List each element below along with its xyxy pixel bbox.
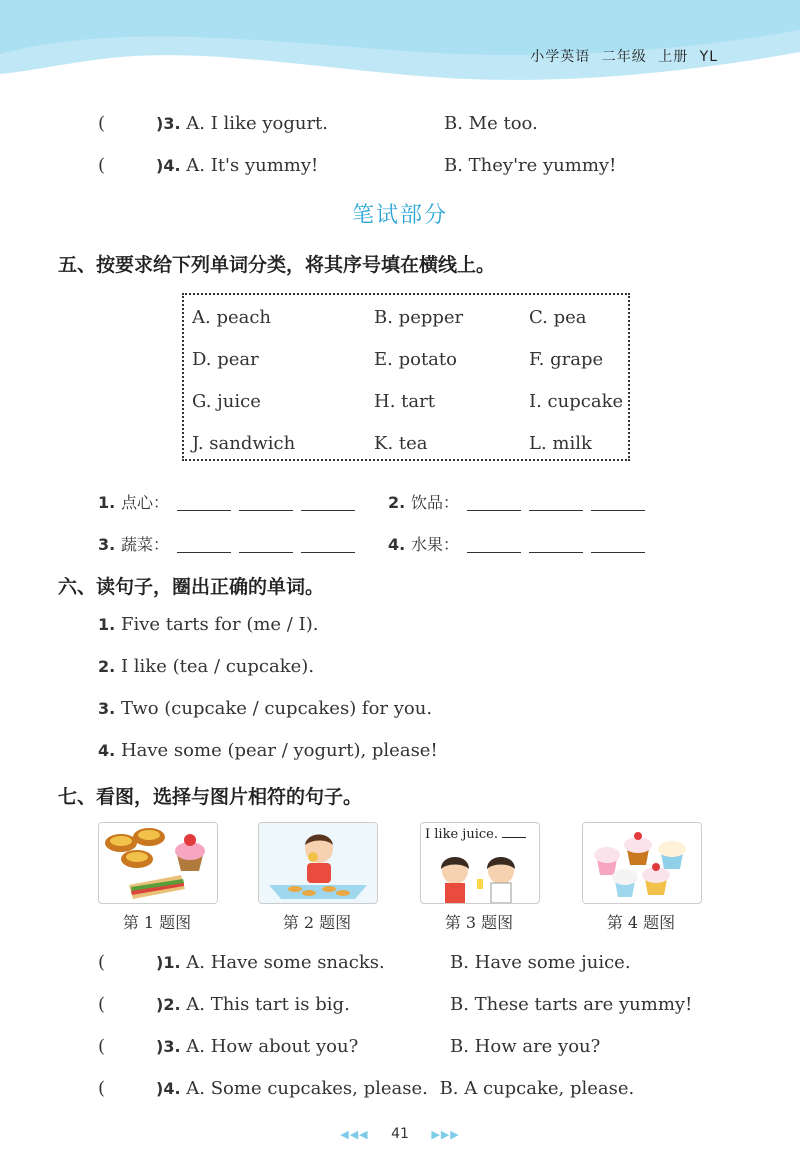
picture-1-snacks (98, 822, 218, 904)
category-number: 4. (388, 535, 406, 554)
answer-blank[interactable] (467, 510, 521, 511)
answer-blank[interactable] (591, 510, 645, 511)
next-arrows-icon: ▶▶▶ (431, 1128, 460, 1141)
answer-blank[interactable] (591, 552, 645, 553)
answer-blank[interactable] (529, 552, 583, 553)
picture-question-3 (98, 1036, 358, 1057)
word-item: C. pea (529, 307, 587, 328)
word-item: G. juice (192, 391, 261, 412)
page-number: 41 (391, 1126, 409, 1142)
speech-text: I like juice. (425, 827, 526, 842)
word-bank (182, 293, 630, 461)
question-number: )2. (156, 995, 181, 1014)
sentence-item-4 (98, 740, 438, 761)
sentence-text: I like (tea / cupcake). (120, 656, 315, 677)
sentence-item-2 (98, 656, 314, 677)
answer-blank[interactable] (177, 552, 231, 553)
answer-bracket[interactable]: ( (98, 1036, 106, 1057)
girls-illustration (421, 823, 539, 903)
sentence-number: 4. (98, 741, 116, 760)
option-a: A. I like yogurt. (186, 113, 329, 134)
answer-blank[interactable] (239, 552, 293, 553)
option-a: A. Have some snacks. (186, 952, 385, 973)
word-item: I. cupcake (529, 391, 624, 412)
picture-question-3-option-b: B. How are you? (450, 1036, 601, 1057)
word-item: B. pepper (374, 307, 464, 328)
category-2 (388, 490, 645, 513)
question-number: )4. (156, 1079, 181, 1098)
answer-blank[interactable] (177, 510, 231, 511)
boy-eating-illustration (259, 823, 377, 903)
page-footer (0, 1126, 800, 1142)
listening-question-3 (98, 113, 328, 134)
picture-3-girls (420, 822, 540, 904)
option-b: B. A cupcake, please. (439, 1078, 635, 1099)
header-band (0, 0, 800, 90)
option-a: A. This tart is big. (186, 994, 350, 1015)
question-number: )4. (156, 156, 181, 175)
category-label: 饮品： (410, 493, 459, 512)
word-item: K. tea (374, 433, 428, 454)
picture-question-1 (98, 952, 385, 973)
category-4 (388, 532, 645, 555)
answer-bracket[interactable]: ( (98, 1078, 106, 1099)
listening-question-3-option-b: B. Me too. (444, 113, 538, 134)
word-item: L. milk (529, 433, 592, 454)
option-a: A. It's yummy! (186, 155, 319, 176)
book-info: 小学英语 二年级 上册 YL (530, 49, 718, 65)
question-number: )3. (156, 1037, 181, 1056)
answer-bracket[interactable]: ( (98, 994, 106, 1015)
sentence-number: 2. (98, 657, 116, 676)
word-item: D. pear (192, 349, 259, 370)
picture-2-caption: 第 2 题图 (282, 913, 352, 932)
picture-question-4 (98, 1078, 634, 1099)
sentence-text: Have some (pear / yogurt), please! (120, 740, 438, 761)
category-number: 3. (98, 535, 116, 554)
option-a: A. How about you? (186, 1036, 359, 1057)
answer-blank[interactable] (301, 552, 355, 553)
snacks-illustration (99, 823, 217, 903)
cupcakes-illustration (583, 823, 701, 903)
question-number: )1. (156, 953, 181, 972)
sentence-number: 3. (98, 699, 116, 718)
section-title: 笔试部分 (351, 203, 448, 228)
header-wave (0, 0, 800, 90)
category-label: 蔬菜： (120, 535, 169, 554)
category-1 (98, 490, 355, 513)
picture-question-2 (98, 994, 350, 1015)
picture-2-boy-eating (258, 822, 378, 904)
word-item: E. potato (374, 349, 457, 370)
word-item: J. sandwich (192, 433, 296, 454)
picture-4-caption: 第 4 题图 (606, 913, 676, 932)
question-number: )3. (156, 114, 181, 133)
word-item: H. tart (374, 391, 435, 412)
answer-blank[interactable] (467, 552, 521, 553)
picture-question-2-option-b: B. These tarts are yummy! (450, 994, 693, 1015)
listening-question-4 (98, 155, 318, 176)
answer-blank[interactable] (301, 510, 355, 511)
answer-blank[interactable] (529, 510, 583, 511)
option-a: A. Some cupcakes, please. (186, 1078, 428, 1099)
category-label: 点心： (120, 493, 169, 512)
picture-question-1-option-b: B. Have some juice. (450, 952, 631, 973)
previous-arrows-icon: ◀◀◀ (340, 1128, 369, 1141)
picture-3-caption: 第 3 题图 (444, 913, 514, 932)
category-label: 水果： (410, 535, 459, 554)
word-item: A. peach (192, 307, 272, 328)
answer-bracket[interactable]: ( (98, 113, 106, 134)
sentence-item-1 (98, 614, 318, 635)
sentence-item-3 (98, 698, 432, 719)
part5-heading: 五、按要求给下列单词分类，将其序号填在横线上。 (58, 254, 496, 276)
word-item: F. grape (529, 349, 604, 370)
answer-bracket[interactable]: ( (98, 155, 106, 176)
listening-question-4-option-b: B. They're yummy! (444, 155, 617, 176)
picture-4-cupcakes (582, 822, 702, 904)
category-number: 1. (98, 493, 116, 512)
answer-blank[interactable] (239, 510, 293, 511)
sentence-number: 1. (98, 615, 116, 634)
answer-bracket[interactable]: ( (98, 952, 106, 973)
part7-heading: 七、看图，选择与图片相符的句子。 (58, 786, 363, 808)
sentence-text: Five tarts for (me / I). (120, 614, 319, 635)
category-3 (98, 532, 355, 555)
sentence-text: Two (cupcake / cupcakes) for you. (120, 698, 433, 719)
category-number: 2. (388, 493, 406, 512)
part6-heading: 六、读句子，圈出正确的单词。 (58, 576, 325, 598)
picture-1-caption: 第 1 题图 (122, 913, 192, 932)
